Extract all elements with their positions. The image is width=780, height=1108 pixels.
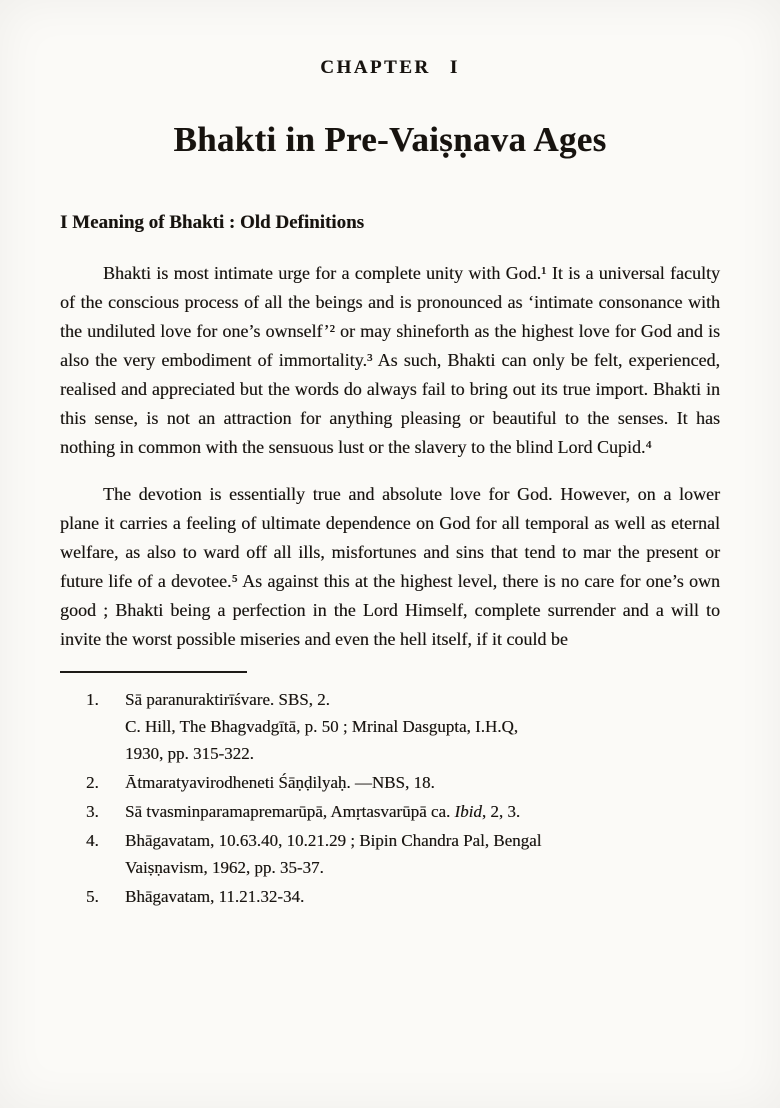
footnote-line: Sā paranuraktirīśvare. SBS, 2. xyxy=(125,690,330,709)
footnote-line: 1930, pp. 315-322. xyxy=(125,744,254,763)
footnote-number: 4. xyxy=(86,831,99,850)
footnote-list xyxy=(60,686,720,910)
footnote-text-segment: Sā tvasminparamapremarūpā, Amṛtasvarūpā ca. xyxy=(125,802,455,821)
footnote-line xyxy=(125,798,720,825)
footnote-text xyxy=(125,883,720,910)
footnote-line: Vaiṣṇavism, 1962, pp. 35-37. xyxy=(125,858,324,877)
footnote-item xyxy=(60,686,720,767)
footnote-text-italic: Ibid xyxy=(454,802,482,821)
footnote-line: C. Hill, The Bhagvadgītā, p. 50 ; Mrinal Dasgupta, I.H.Q, xyxy=(125,717,518,736)
section-heading: I Meaning of Bhakti : Old Definitions xyxy=(60,212,365,233)
footnote-text xyxy=(125,827,720,881)
footnote-item xyxy=(60,883,720,910)
footnote-separator xyxy=(60,671,247,673)
footnote-line: Ātmaratyavirodheneti Śāṇḍilyaḥ. —NBS, 18. xyxy=(125,773,435,792)
footnote-number: 5. xyxy=(86,887,99,906)
footnote-text xyxy=(125,769,720,796)
footnote-number: 3. xyxy=(86,802,99,821)
footnote-text xyxy=(125,686,720,767)
footnote-item xyxy=(60,769,720,796)
footnote-text xyxy=(125,798,720,825)
footnote-item xyxy=(60,827,720,881)
footnote-number: 2. xyxy=(86,773,99,792)
footnote-item xyxy=(60,798,720,825)
footnote-text-segment: , 2, 3. xyxy=(481,802,521,821)
chapter-label: CHAPTER I xyxy=(320,57,460,78)
body-paragraph-2: The devotion is essentially true and absolute love for God. However, on a lower plane it carries a feeling of ultimate dependence on God for all temporal as well as eternal welfare, as also to ward off all ills, misfortunes and sins that tend to mar the present or future life of a devotee.⁵ As against this at the highest level, there is no care for one’s own good ; Bhakti being a perfection in the Lord Himself, complete surrender and a will to invite the worst possible miseries and even the hell itself, if it could be xyxy=(60,484,720,649)
footnote-line: Bhāgavatam, 11.21.32-34. xyxy=(125,887,305,906)
footnote-number: 1. xyxy=(86,690,99,709)
page-title: Bhakti in Pre-Vaiṣṇava Ages xyxy=(173,120,607,159)
footnote-line: Bhāgavatam, 10.63.40, 10.21.29 ; Bipin Chandra Pal, Bengal xyxy=(125,831,542,850)
body-paragraph-1: Bhakti is most intimate urge for a complete unity with God.¹ It is a universal faculty of the conscious process of all the beings and is pronounced as ‘intimate consonance with the undiluted love for one’s ownself’² or may shineforth as the highest love for God and is also the very embodiment of immortality.³ As such, Bhakti can only be felt, experienced, realised and appreciated but the words do always fail to bring out its true import. Bhakti in this sense, is not an attraction for anything pleasing or beautiful to the senses. It has nothing in common with the sensuous lust or the slavery to the blind Lord Cupid.⁴ xyxy=(60,263,720,457)
